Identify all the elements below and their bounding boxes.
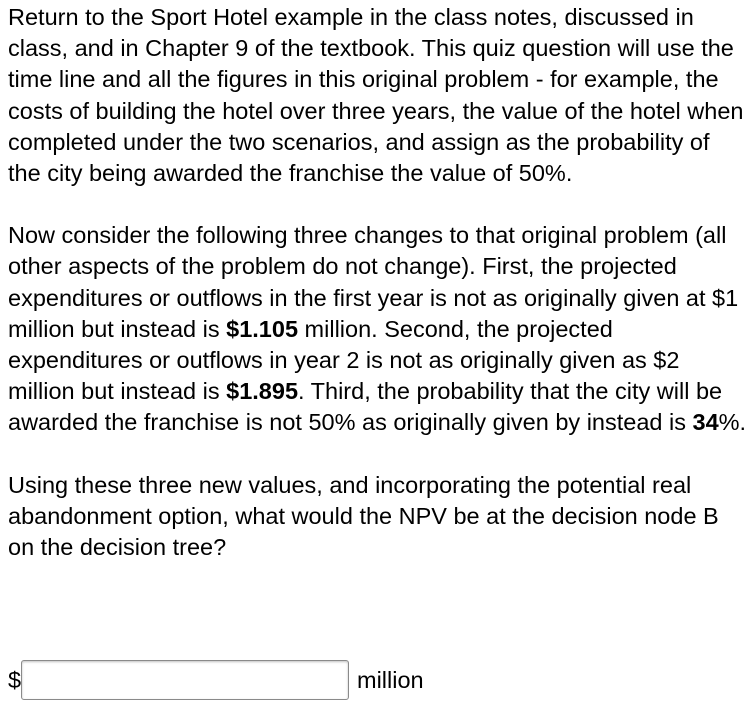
p2-text-1: Now consider the following three changes to that original problem (all other aspects of the problem do not change). First, the projected expenditures or outflows in the first year is not as originally given at $1 million but instead is [8, 222, 739, 342]
year2-outflow-value: $1.895 [226, 378, 299, 405]
question-text [8, 2, 748, 563]
p2-text-3: . Third, the probability that the city will be awarded the franchise is not 50% as originally given by instead is [8, 378, 723, 436]
answer-row [8, 658, 424, 702]
question-paragraph-2 [8, 220, 748, 438]
p2-text-4: %. [718, 409, 747, 436]
question-paragraph-3: Using these three new values, and incorporating the potential real abandonment option, what would the NPV be at the decision node B on the decision tree? [8, 471, 719, 561]
p2-text-2: million. Second, the projected expenditures or outflows in year 2 is not as originally given as $2 million but instead is [8, 315, 680, 405]
npv-answer-input[interactable] [21, 660, 349, 700]
probability-value: 34 [692, 409, 719, 436]
question-paragraph-1: Return to the Sport Hotel example in the class notes, discussed in class, and in Chapter 9 of the textbook. This quiz question will use the time line and all the figures in this original problem - for example, the costs of building the hotel over three years, the value of the hotel when completed under the two scenarios, and assign as the probability of the city being awarded the franchise the value of 50%. [8, 4, 744, 187]
year1-outflow-value: $1.105 [226, 315, 299, 342]
currency-symbol: $ [8, 666, 22, 693]
unit-label: million [357, 666, 424, 693]
